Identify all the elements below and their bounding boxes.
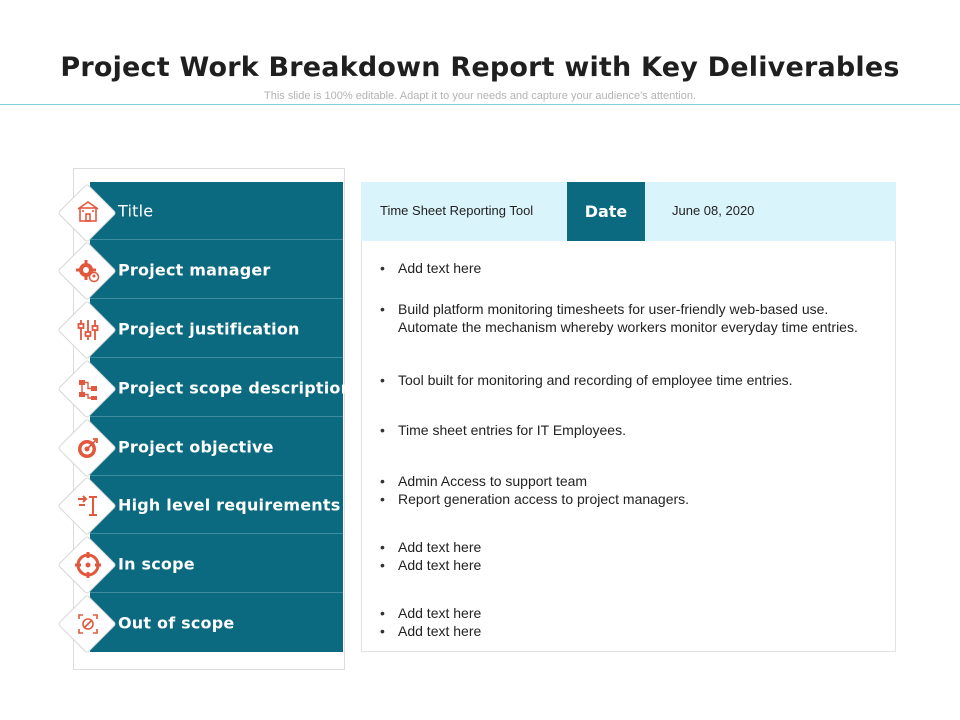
row-label-text: In scope [118,554,195,573]
page-title: Project Work Breakdown Report with Key Deliverables [60,52,900,83]
title-divider [0,104,960,105]
list-item: • Report generation access to project managers. [380,490,689,508]
details-panel [361,182,896,652]
row-label-project-scope-description [90,359,353,417]
flowchart-icon [70,371,106,407]
list-item: • Add text here [380,538,481,556]
row-label-text: Title [118,201,154,220]
list-item: • Add text here [380,604,481,622]
list-item: • Admin Access to support team [380,472,689,490]
project-scope-description-details [380,371,793,389]
list-item: • Build platform monitoring timesheets for user-friendly web-based use. Automate the mechanism whereby workers monitor everyday time entries. [380,300,880,336]
row-label-high-level-requirements [90,476,343,534]
requirements-icon [70,488,106,524]
high-level-requirements-details [380,472,689,508]
list-item: • Add text here [380,259,481,277]
row-label-text: Project justification [118,319,300,338]
row-label-text: Project manager [118,260,271,279]
tool-name: Time Sheet Reporting Tool [380,203,534,218]
out-of-scope-details [380,604,481,640]
building-icon [70,195,106,231]
gear-user-icon [70,253,106,289]
row-label-text: High level requirements [118,495,341,514]
row-label-text: Project objective [118,437,274,456]
row-label-in-scope [90,535,343,593]
row-label-project-manager [90,241,343,299]
row-label-out-of-scope [90,594,343,652]
in-scope-details [380,538,481,574]
project-justification-details [380,300,880,336]
date-label: Date [567,182,645,241]
crosshair-icon [70,547,106,583]
target-icon [70,430,106,466]
row-label-title [90,182,343,240]
list-item: • Time sheet entries for IT Employees. [380,421,626,439]
row-label-text: Out of scope [118,613,235,633]
date-value: June 08, 2020 [672,203,755,218]
sliders-icon [70,312,106,348]
project-objective-details [380,421,626,439]
row-label-text: Project scope description [118,378,353,397]
list-item: • Add text here [380,556,481,574]
row-label-project-justification [90,300,343,358]
list-item: • Tool built for monitoring and recording of employee time entries. [380,371,793,389]
project-manager-details [380,259,481,277]
out-of-scope-icon [70,606,106,642]
page-subtitle: This slide is 100% editable. Adapt it to your needs and capture your audience's attention. [264,90,696,102]
list-item: • Add text here [380,622,481,640]
row-label-project-objective [90,418,343,476]
